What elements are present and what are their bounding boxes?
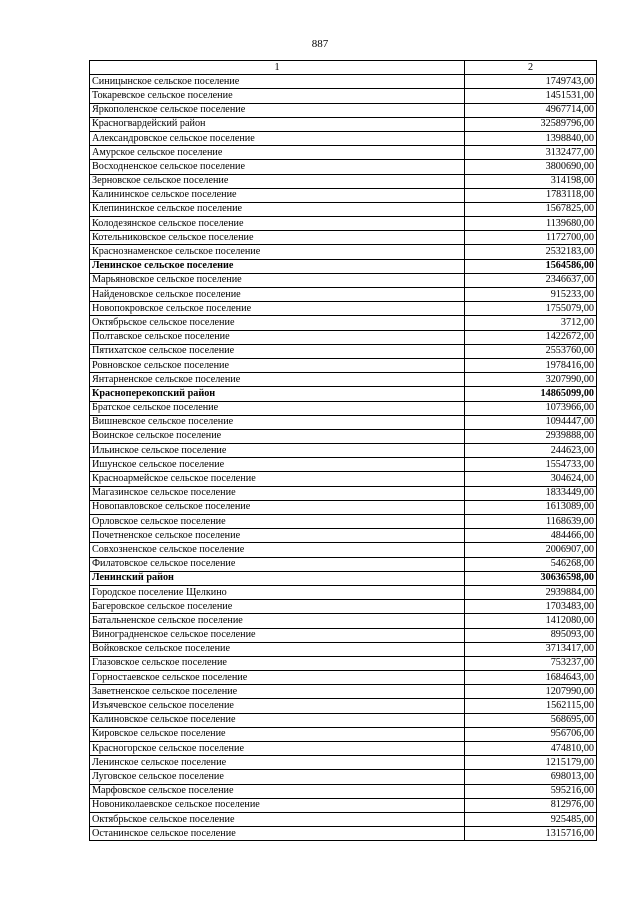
table-row [90,273,597,287]
row-name-cell: Полтавское сельское поселение [90,330,465,344]
row-name-cell: Луговское сельское поселение [90,770,465,784]
row-name-cell: Калиновское сельское поселение [90,713,465,727]
row-name-cell: Клепининское сельское поселение [90,202,465,216]
table-row [90,671,597,685]
row-value-cell: 1554733,00 [465,458,597,472]
row-name-cell: Изъячевское сельское поселение [90,699,465,713]
table-row [90,529,597,543]
table-row [90,202,597,216]
row-value-cell: 1207990,00 [465,685,597,699]
row-name-cell: Синицынское сельское поселение [90,75,465,89]
table-row [90,685,597,699]
table-row [90,827,597,841]
row-value-cell: 1978416,00 [465,358,597,372]
table-row [90,387,597,401]
row-name-cell: Зерновское сельское поселение [90,174,465,188]
table-row [90,174,597,188]
row-value-cell: 1139680,00 [465,217,597,231]
row-name-cell: Краснознаменское сельское поселение [90,245,465,259]
row-value-cell: 956706,00 [465,727,597,741]
row-value-cell: 1172700,00 [465,231,597,245]
row-name-cell: Ровновское сельское поселение [90,358,465,372]
row-name-cell: Красноперекопский район [90,387,465,401]
row-value-cell: 1168639,00 [465,515,597,529]
row-name-cell: Ленинское сельское поселение [90,756,465,770]
row-name-cell: Вишневское сельское поселение [90,415,465,429]
row-value-cell: 1749743,00 [465,75,597,89]
table-row [90,756,597,770]
row-value-cell: 14865099,00 [465,387,597,401]
table-row [90,160,597,174]
row-value-cell: 1412080,00 [465,614,597,628]
row-value-cell: 32589796,00 [465,117,597,131]
row-name-cell: Красноармейское сельское поселение [90,472,465,486]
table-row [90,358,597,372]
table-row [90,117,597,131]
row-name-cell: Братское сельское поселение [90,401,465,415]
row-name-cell: Амурское сельское поселение [90,146,465,160]
row-name-cell: Заветненское сельское поселение [90,685,465,699]
row-name-cell: Марфовское сельское поселение [90,784,465,798]
table-row [90,259,597,273]
row-value-cell: 3713417,00 [465,642,597,656]
row-value-cell: 2939884,00 [465,585,597,599]
row-value-cell: 1398840,00 [465,131,597,145]
row-name-cell: Совхозненское сельское поселение [90,543,465,557]
table-row [90,401,597,415]
table-row [90,742,597,756]
row-value-cell: 1215179,00 [465,756,597,770]
table-row [90,344,597,358]
row-value-cell: 1451531,00 [465,89,597,103]
row-name-cell: Новониколаевское сельское поселение [90,798,465,812]
row-value-cell: 474810,00 [465,742,597,756]
table-row [90,600,597,614]
table-row [90,472,597,486]
table-row [90,316,597,330]
row-value-cell: 4967714,00 [465,103,597,117]
row-value-cell: 2532183,00 [465,245,597,259]
row-value-cell: 753237,00 [465,656,597,670]
row-name-cell: Колодезянское сельское поселение [90,217,465,231]
row-name-cell: Городское поселение Щелкино [90,585,465,599]
row-name-cell: Магазинское сельское поселение [90,486,465,500]
row-name-cell: Останинское сельское поселение [90,827,465,841]
row-name-cell: Филатовское сельское поселение [90,557,465,571]
row-value-cell: 925485,00 [465,812,597,826]
row-name-cell: Марьяновское сельское поселение [90,273,465,287]
row-value-cell: 1567825,00 [465,202,597,216]
row-value-cell: 3132477,00 [465,146,597,160]
row-name-cell: Красногорское сельское поселение [90,742,465,756]
row-value-cell: 698013,00 [465,770,597,784]
row-value-cell: 304624,00 [465,472,597,486]
row-value-cell: 1562115,00 [465,699,597,713]
column-header-2: 2 [465,61,597,75]
table-row [90,429,597,443]
row-value-cell: 1684643,00 [465,671,597,685]
row-value-cell: 1613089,00 [465,500,597,514]
row-name-cell: Октябрьское сельское поселение [90,316,465,330]
table-row [90,217,597,231]
row-name-cell: Воинское сельское поселение [90,429,465,443]
row-name-cell: Котельниковское сельское поселение [90,231,465,245]
row-value-cell: 2553760,00 [465,344,597,358]
table-row [90,770,597,784]
row-value-cell: 244623,00 [465,444,597,458]
row-value-cell: 1315716,00 [465,827,597,841]
row-name-cell: Найденовское сельское поселение [90,288,465,302]
row-name-cell: Яркополенское сельское поселение [90,103,465,117]
row-name-cell: Ленинский район [90,571,465,585]
row-value-cell: 314198,00 [465,174,597,188]
row-name-cell: Войковское сельское поселение [90,642,465,656]
table-row [90,812,597,826]
table-row [90,330,597,344]
row-value-cell: 3800690,00 [465,160,597,174]
row-value-cell: 1755079,00 [465,302,597,316]
table-row [90,103,597,117]
row-value-cell: 1833449,00 [465,486,597,500]
table-row [90,699,597,713]
table-row [90,89,597,103]
row-name-cell: Кировское сельское поселение [90,727,465,741]
table-row [90,188,597,202]
table-row [90,288,597,302]
row-value-cell: 30636598,00 [465,571,597,585]
table-row [90,486,597,500]
table-row [90,458,597,472]
row-name-cell: Янтарненское сельское поселение [90,373,465,387]
table-row [90,415,597,429]
table-row [90,557,597,571]
row-value-cell: 1073966,00 [465,401,597,415]
row-value-cell: 2346637,00 [465,273,597,287]
row-value-cell: 1783118,00 [465,188,597,202]
row-name-cell: Пятихатское сельское поселение [90,344,465,358]
row-value-cell: 2939888,00 [465,429,597,443]
page-number: 887 [311,38,329,50]
row-name-cell: Багеровское сельское поселение [90,600,465,614]
row-value-cell: 3207990,00 [465,373,597,387]
row-name-cell: Орловское сельское поселение [90,515,465,529]
row-name-cell: Виноградненское сельское поселение [90,628,465,642]
row-value-cell: 1703483,00 [465,600,597,614]
row-name-cell: Октябрьское сельское поселение [90,812,465,826]
row-value-cell: 812976,00 [465,798,597,812]
table-row [90,656,597,670]
table-row [90,585,597,599]
table-row [90,515,597,529]
row-value-cell: 568695,00 [465,713,597,727]
row-value-cell: 3712,00 [465,316,597,330]
row-name-cell: Токаревское сельское поселение [90,89,465,103]
column-header-1: 1 [90,61,465,75]
table-row [90,75,597,89]
row-name-cell: Батальненское сельское поселение [90,614,465,628]
row-name-cell: Ленинское сельское поселение [90,259,465,273]
row-value-cell: 484466,00 [465,529,597,543]
row-name-cell: Новопокровское сельское поселение [90,302,465,316]
row-value-cell: 895093,00 [465,628,597,642]
row-name-cell: Восходненское сельское поселение [90,160,465,174]
row-name-cell: Глазовское сельское поселение [90,656,465,670]
row-value-cell: 2006907,00 [465,543,597,557]
row-name-cell: Новопавловское сельское поселение [90,500,465,514]
table-row [90,727,597,741]
table-row [90,614,597,628]
table-row [90,713,597,727]
table-row [90,231,597,245]
row-name-cell: Александровское сельское поселение [90,131,465,145]
budget-table [89,60,597,841]
table-row [90,798,597,812]
table-row [90,146,597,160]
row-name-cell: Калининское сельское поселение [90,188,465,202]
table-row [90,373,597,387]
row-value-cell: 1094447,00 [465,415,597,429]
table-row [90,642,597,656]
row-name-cell: Почетненское сельское поселение [90,529,465,543]
row-value-cell: 546268,00 [465,557,597,571]
row-value-cell: 915233,00 [465,288,597,302]
table-row [90,628,597,642]
table-row [90,131,597,145]
table-row [90,543,597,557]
table-row [90,444,597,458]
row-name-cell: Горностаевское сельское поселение [90,671,465,685]
row-value-cell: 595216,00 [465,784,597,798]
table-row [90,571,597,585]
row-name-cell: Красногвардейский район [90,117,465,131]
row-name-cell: Ильинское сельское поселение [90,444,465,458]
table-row [90,245,597,259]
row-value-cell: 1422672,00 [465,330,597,344]
table-row [90,302,597,316]
table-row [90,784,597,798]
row-name-cell: Ишунское сельское поселение [90,458,465,472]
row-value-cell: 1564586,00 [465,259,597,273]
table-body [90,61,597,841]
table-header-row [90,61,597,75]
table-row [90,500,597,514]
